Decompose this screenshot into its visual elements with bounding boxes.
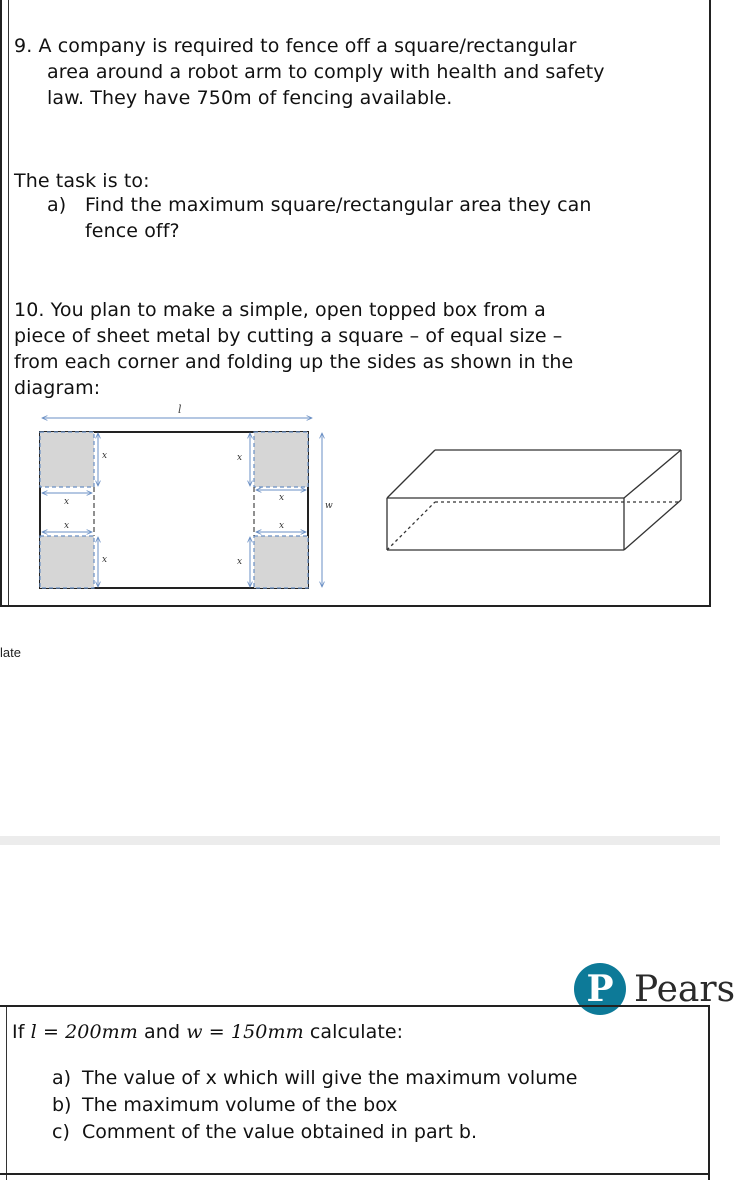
- box-bottom-border: [0, 1173, 708, 1175]
- width-value: w = 150mm: [186, 1021, 304, 1043]
- page-separator: [0, 836, 720, 845]
- q9-line-3: law. They have 750m of fencing available.: [47, 87, 453, 109]
- sub-questions-list: [52, 1065, 577, 1146]
- item-text: The maximum volume of the box: [82, 1094, 398, 1116]
- corner-cut-top-left: [40, 432, 94, 487]
- item-label: c): [52, 1121, 70, 1143]
- x-label: x: [279, 521, 285, 531]
- pearson-logo-icon: P: [574, 963, 626, 1015]
- q9-line-1: 9. A company is required to fence off a square/rectangular: [14, 35, 577, 57]
- q10-line-2: piece of sheet metal by cutting a square – of equal size –: [14, 325, 563, 347]
- x-label: x: [237, 453, 243, 463]
- cut-off-text: late: [0, 645, 21, 660]
- item-label: a): [52, 1067, 72, 1089]
- width-label: w: [325, 501, 333, 511]
- open-box-3d: [387, 450, 681, 550]
- question-10: [14, 297, 704, 401]
- x-label: x: [64, 521, 70, 531]
- condition-prefix: If: [12, 1021, 31, 1043]
- x-label: x: [102, 555, 108, 565]
- item-label: b): [52, 1094, 72, 1116]
- q9-part-a: [47, 192, 697, 244]
- part-a-line-1: Find the maximum square/rectangular area they can: [85, 194, 592, 216]
- q10-line-3: from each corner and folding up the sides as shown in the: [14, 351, 574, 373]
- question-9: [14, 33, 699, 111]
- item-text: Comment of the value obtained in part b.: [82, 1121, 477, 1143]
- question-box-continued: [0, 1005, 710, 1180]
- given-dimensions: [12, 1019, 403, 1045]
- box-margin-line: [0, 1007, 7, 1180]
- question-box: [0, 0, 711, 607]
- corner-cut-bottom-right: [254, 536, 308, 588]
- length-label: l: [178, 403, 182, 416]
- x-label: x: [102, 451, 108, 461]
- condition-suffix: calculate:: [303, 1021, 404, 1043]
- corner-cut-bottom-left: [40, 536, 94, 588]
- list-item: [52, 1092, 577, 1119]
- x-label: x: [64, 497, 70, 507]
- q10-line-1: 10. You plan to make a simple, open topped box from a: [14, 299, 546, 321]
- part-a-label: a): [47, 194, 67, 216]
- page-two: [0, 845, 735, 1178]
- list-item: [52, 1065, 577, 1092]
- x-label: x: [279, 493, 285, 503]
- q10-line-4: diagram:: [14, 377, 101, 399]
- box-net-diagram: [22, 400, 682, 595]
- q9-line-2: area around a robot arm to comply with health and safety: [47, 61, 605, 83]
- pearson-logo-text: Pears: [634, 968, 735, 1010]
- box-margin-line: [2, 0, 9, 605]
- length-value: l = 200mm: [30, 1021, 138, 1043]
- part-a-line-2: fence off?: [85, 220, 180, 242]
- item-text: The value of x which will give the maximum volume: [82, 1067, 578, 1089]
- corner-cut-top-right: [254, 432, 308, 487]
- x-label: x: [237, 557, 243, 567]
- list-item: [52, 1119, 577, 1146]
- task-intro: The task is to:: [14, 170, 150, 192]
- condition-and: and: [137, 1021, 187, 1043]
